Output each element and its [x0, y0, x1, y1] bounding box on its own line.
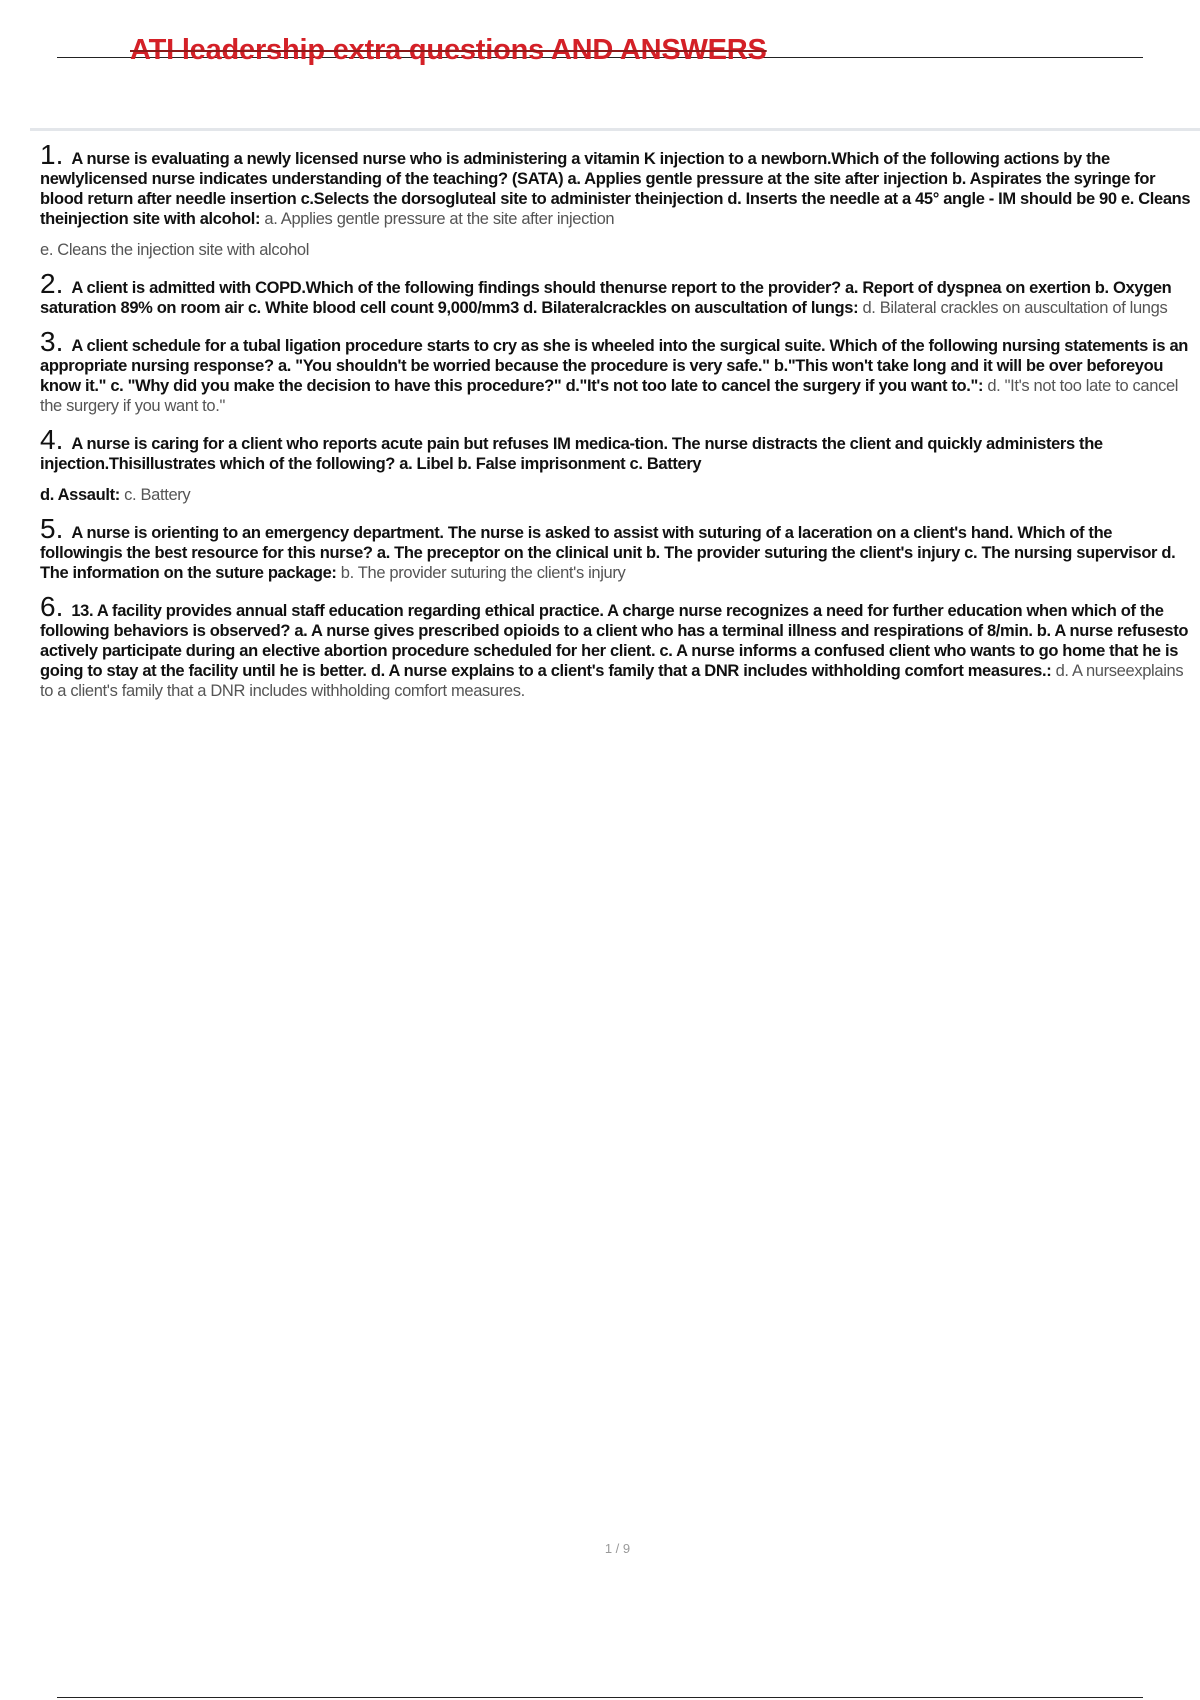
- question-paragraph: [40, 513, 1194, 583]
- question-number: 4.: [40, 424, 64, 455]
- question-item-5: [40, 513, 1194, 583]
- answer-continuation: [40, 240, 1194, 260]
- question-paragraph: [40, 139, 1194, 229]
- page-number: 1 / 9: [604, 1541, 631, 1556]
- question-number: 6.: [40, 591, 64, 622]
- answer-text: d. Bilateral crackles on auscultation of lungs: [858, 299, 1168, 317]
- question-text: 13. A facility provides annual staff education regarding ethical practice. A charge nurse recognizes a need for further education when which of the following behaviors is observed? a. A nurse gives prescribed opioids to a client who has a terminal illness and respirations of 8/min. b. A nurse refusesto actively participate during an elective abortion procedure scheduled for her client. c. A nurse informs a confused client who wants to go home that he is going to stay at the facility until he is better. d. A nurse explains to a client's family that a DNR includes withholding comfort measures.:: [40, 602, 1189, 680]
- question-number: 1.: [40, 139, 64, 170]
- answer-text: d. "It's not too late to cancel the surgery if you want to.": [40, 377, 1179, 415]
- question-paragraph: [40, 591, 1194, 701]
- bottom-rule: [57, 1697, 1143, 1698]
- question-text: A nurse is orienting to an emergency department. The nurse is asked to assist with suturing of a laceration on a client's hand. Which of the followingis the best resource for this nurse? a. The preceptor on the clinical unit b. The provider suturing the client's injury c. The nursing supervisor d. The information on the suture package:: [40, 524, 1176, 582]
- question-paragraph: [40, 268, 1194, 318]
- question-item-4: [40, 424, 1194, 505]
- question-item-2: [40, 268, 1194, 318]
- answer-continuation: [40, 485, 1194, 505]
- answer-text: a. Applies gentle pressure at the site after injection: [260, 210, 615, 228]
- answer-text: d. A nurseexplains to a client's family that a DNR includes withholding comfort measures.: [40, 662, 1184, 700]
- document-title: ATI leadership extra questions AND ANSWERS: [130, 34, 767, 66]
- question-text: A nurse is evaluating a newly licensed nurse who is administering a vitamin K injection to a newborn.Which of the following actions by the newlylicensed nurse indicates understanding of the teaching? (SATA) a. Applies gentle pressure at the site after injection b. Aspirates the syringe for blood return after needle insertion c.Selects the dorsogluteal site to administer theinjection d. Inserts the needle at a 45° angle - IM should be 90 e. Cleans theinjection site with alcohol:: [40, 150, 1191, 228]
- question-item-6: [40, 591, 1194, 701]
- option-d-text: d. Assault:: [40, 486, 120, 504]
- question-paragraph: [40, 326, 1194, 416]
- question-paragraph: [40, 424, 1194, 474]
- question-number: 5.: [40, 513, 64, 544]
- answer-extra: c. Battery: [119, 486, 191, 504]
- question-item-1: [40, 139, 1194, 260]
- header-divider: [30, 128, 1200, 131]
- question-text: A client schedule for a tubal ligation procedure starts to cry as she is wheeled into the surgical suite. Which of the following nursing statements is an appropriate nursing response? a. "You shouldn't be worried because the procedure is very safe." b."This won't take long and it will be over beforeyou know it." c. "Why did you make the decision to have this procedure?" d."It's not too late to cancel the surgery if you want to.":: [40, 337, 1188, 395]
- question-number: 3.: [40, 326, 64, 357]
- question-number: 2.: [40, 268, 64, 299]
- answer-text: b. The provider suturing the client's injury: [336, 564, 626, 582]
- question-list: [40, 139, 1194, 715]
- answer-extra: e. Cleans the injection site with alcohol: [40, 241, 310, 259]
- question-text: A nurse is caring for a client who reports acute pain but refuses IM medica-tion. The nurse distracts the client and quickly administers the injection.Thisillustrates which of the following? a. Libel b. False imprisonment c. Battery: [40, 435, 1103, 473]
- question-text: A client is admitted with COPD.Which of the following findings should thenurse report to the provider? a. Report of dyspnea on exertion b. Oxygen saturation 89% on room air c. White blood cell count 9,000/mm3 d. Bilateralcrackles on auscultation of lungs:: [40, 279, 1172, 317]
- question-item-3: [40, 326, 1194, 416]
